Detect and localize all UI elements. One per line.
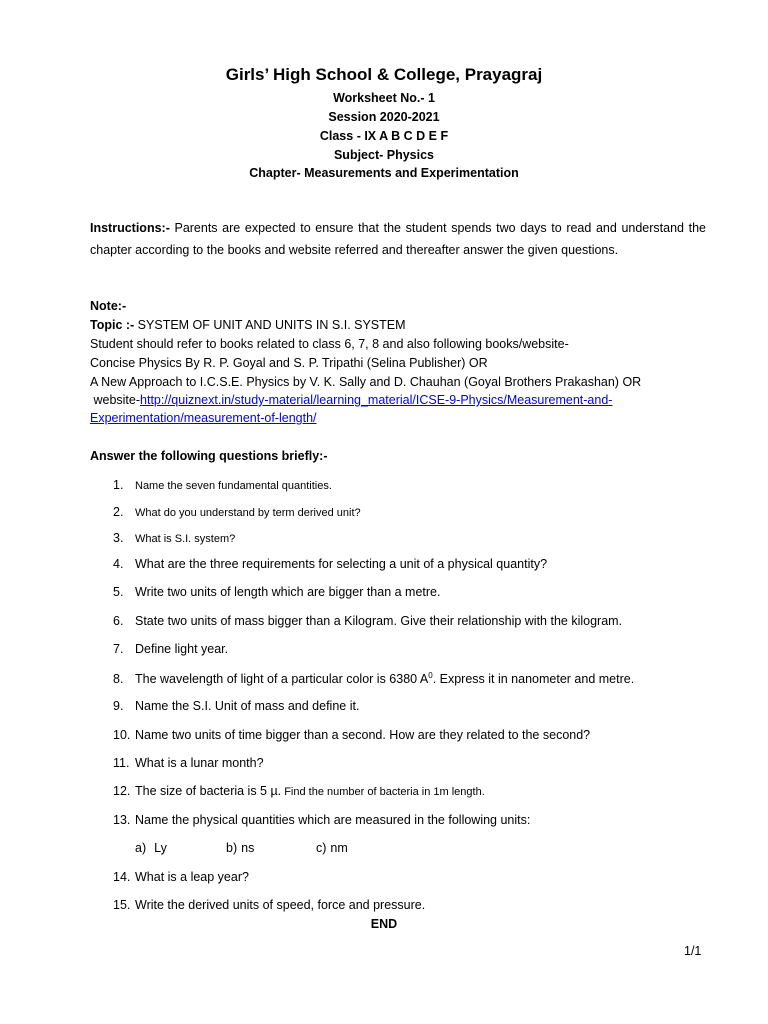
questions-heading: Answer the following questions briefly:- — [90, 449, 328, 463]
instructions-text: Parents are expected to ensure that the student spends two days to read and understand the chapter according to the books and website referred and thereafter answer the given questions. — [90, 221, 706, 257]
question-item: 2. What do you understand by term derived unit? — [113, 505, 361, 519]
school-title: Girls’ High School & College, Prayagraj — [225, 65, 543, 84]
question-item: 7. Define light year. — [113, 642, 229, 656]
question-item: 15. Write the derived units of speed, force and pressure. — [113, 898, 426, 912]
topic — [90, 318, 406, 332]
degree-superscript: 0 — [428, 671, 433, 680]
question-item: 13. Name the physical quantities which are measured in the following units: — [113, 813, 531, 827]
question-item: 12. The size of bacteria is 5 µ. Find the number of bacteria in 1m length. — [113, 784, 485, 798]
class: Class - IX A B C D E F — [319, 129, 449, 143]
instructions-label: Instructions:- — [90, 221, 170, 235]
option-c: c) nm — [316, 841, 348, 855]
reference-line: Student should refer to books related to class 6, 7, 8 and also following books/website- — [90, 337, 569, 351]
session: Session 2020-2021 — [328, 110, 440, 124]
topic-text: SYSTEM OF UNIT AND UNITS IN S.I. SYSTEM — [134, 318, 406, 332]
question-item: 6. State two units of mass bigger than a Kilogram. Give their relationship with the kilogram. — [113, 614, 623, 628]
option-a: a) Ly — [135, 841, 167, 855]
question-item: 4. What are the three requirements for selecting a unit of a physical quantity? — [113, 557, 548, 571]
topic-label: Topic :- — [90, 318, 135, 332]
book-reference-2: A New Approach to I.C.S.E. Physics by V. K. Sally and D. Chauhan (Goyal Brothers Prakashan) OR — [90, 375, 642, 389]
question-item: 1. Name the seven fundamental quantities. — [113, 478, 332, 492]
website-link-part1[interactable]: http://quiznext.in/study-material/learning_material/ICSE-9-Physics/Measurement-and- — [140, 393, 613, 407]
worksheet-number: Worksheet No.- 1 — [333, 91, 435, 105]
question-item: 5. Write two units of length which are bigger than a metre. — [113, 585, 441, 599]
website-link-part2[interactable]: Experimentation/measurement-of-length/ — [90, 411, 317, 425]
website-reference-cont — [90, 411, 317, 425]
website-label: website- — [90, 393, 141, 407]
note-label: Note:- — [90, 299, 127, 313]
subject: Subject- Physics — [333, 148, 435, 162]
question-item: 10. Name two units of time bigger than a second. How are they related to the second? — [113, 728, 591, 742]
website-reference — [90, 393, 612, 407]
question-item: 11. What is a lunar month? — [113, 756, 264, 770]
option-b: b) ns — [226, 841, 255, 855]
end-marker: END — [370, 917, 398, 931]
book-reference-1: Concise Physics By R. P. Goyal and S. P. Tripathi (Selina Publisher) OR — [90, 356, 488, 370]
question-item: 3. What is S.I. system? — [113, 531, 236, 545]
question-item: 14. What is a leap year? — [113, 870, 249, 884]
question-item: 9. Name the S.I. Unit of mass and define it. — [113, 699, 360, 713]
chapter: Chapter- Measurements and Experimentation — [249, 166, 519, 180]
instructions — [90, 218, 706, 261]
page-number: 1/1 — [684, 944, 702, 958]
question-item: 8. The wavelength of light of a particular color is 6380 $A^0$. Express it in nanometer and metre. — [113, 671, 635, 687]
